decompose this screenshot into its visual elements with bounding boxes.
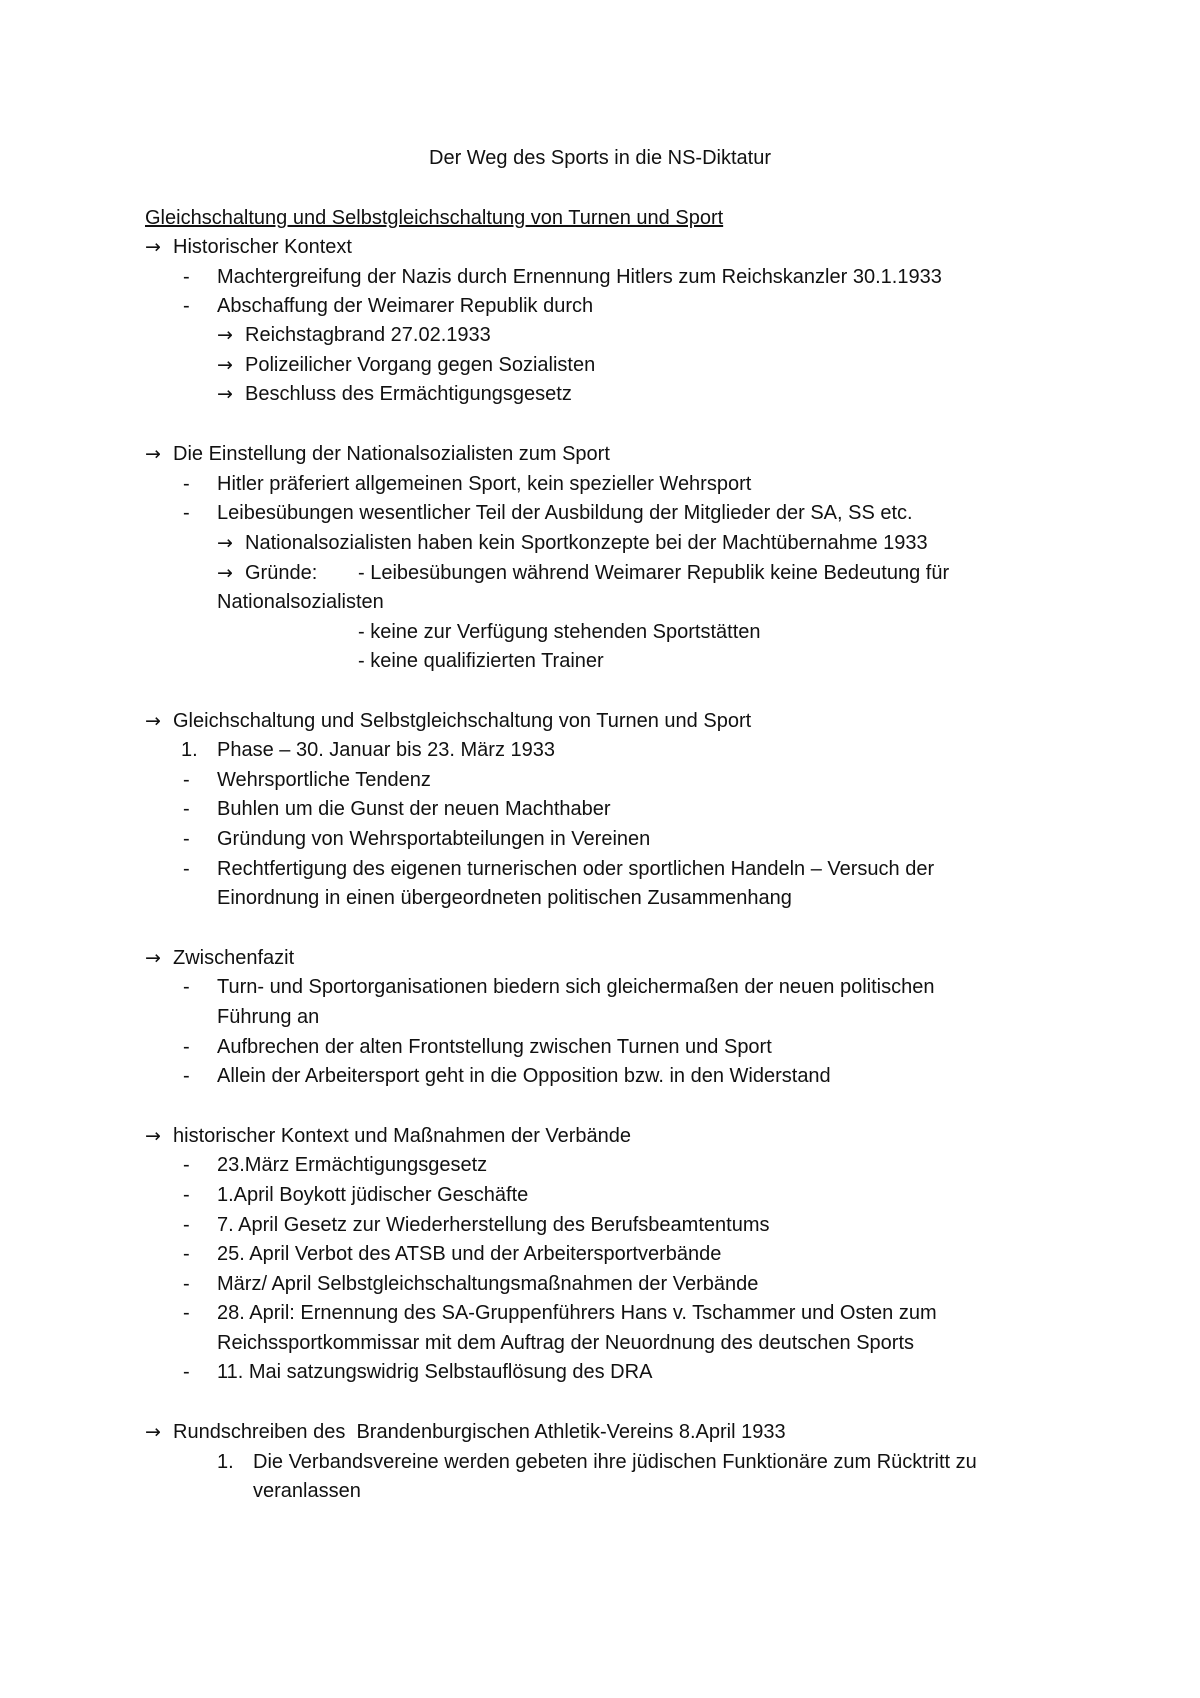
- list-item-cont: Reichssportkommissar mit dem Auftrag der Neuordnung des deutschen Sports: [217, 1332, 915, 1354]
- s2-heading: → Die Einstellung der Nationalsozialisten zum Sport: [145, 443, 610, 465]
- list-item-cont: Einordnung in einen übergeordneten politischen Zusammenhang: [217, 887, 792, 909]
- s4-heading: → Zwischenfazit: [145, 947, 295, 969]
- sub-item: → Nationalsozialisten haben kein Sportkonzepte bei der Machtübernahme 1933: [217, 532, 928, 554]
- arrow-right-icon: →: [145, 443, 161, 465]
- arrow-right-icon: →: [217, 532, 233, 554]
- arrow-right-icon: →: [217, 354, 233, 376]
- sub-item: → Gründe:: [217, 562, 318, 584]
- s6-heading: → Rundschreiben des Brandenburgischen Athletik-Vereins 8.April 1933: [145, 1421, 786, 1443]
- reason-item: - keine qualifizierten Trainer: [358, 650, 604, 672]
- list-item-cont: veranlassen: [253, 1480, 361, 1502]
- sub-item: → Polizeilicher Vorgang gegen Sozialisten: [217, 354, 596, 376]
- reason-item: - keine zur Verfügung stehenden Sportstätten: [358, 621, 761, 643]
- arrow-right-icon: →: [217, 562, 233, 584]
- arrow-right-icon: →: [145, 236, 161, 258]
- sub-item: → Beschluss des Ermächtigungsgesetz: [217, 383, 572, 405]
- sub-item-text: - Leibesübungen während Weimarer Republik keine Bedeutung für: [358, 562, 950, 584]
- section-heading: Gleichschaltung und Selbstgleichschaltung von Turnen und Sport: [145, 207, 724, 229]
- s1-heading: → Historischer Kontext: [145, 236, 352, 258]
- arrow-right-icon: →: [145, 1125, 161, 1147]
- arrow-right-icon: →: [145, 1421, 161, 1443]
- arrow-right-icon: →: [217, 383, 233, 405]
- sub-item: → Reichstagbrand 27.02.1933: [217, 324, 491, 346]
- list-item-cont: Führung an: [217, 1006, 320, 1028]
- arrow-right-icon: →: [145, 947, 161, 969]
- arrow-right-icon: →: [217, 324, 233, 346]
- sub-item-cont: Nationalsozialisten: [217, 591, 384, 613]
- page-title: Der Weg des Sports in die NS-Diktatur: [429, 147, 771, 169]
- s3-heading: → Gleichschaltung und Selbstgleichschaltung von Turnen und Sport: [145, 710, 752, 732]
- s5-heading: → historischer Kontext und Maßnahmen der Verbände: [145, 1125, 632, 1147]
- arrow-right-icon: →: [145, 710, 161, 732]
